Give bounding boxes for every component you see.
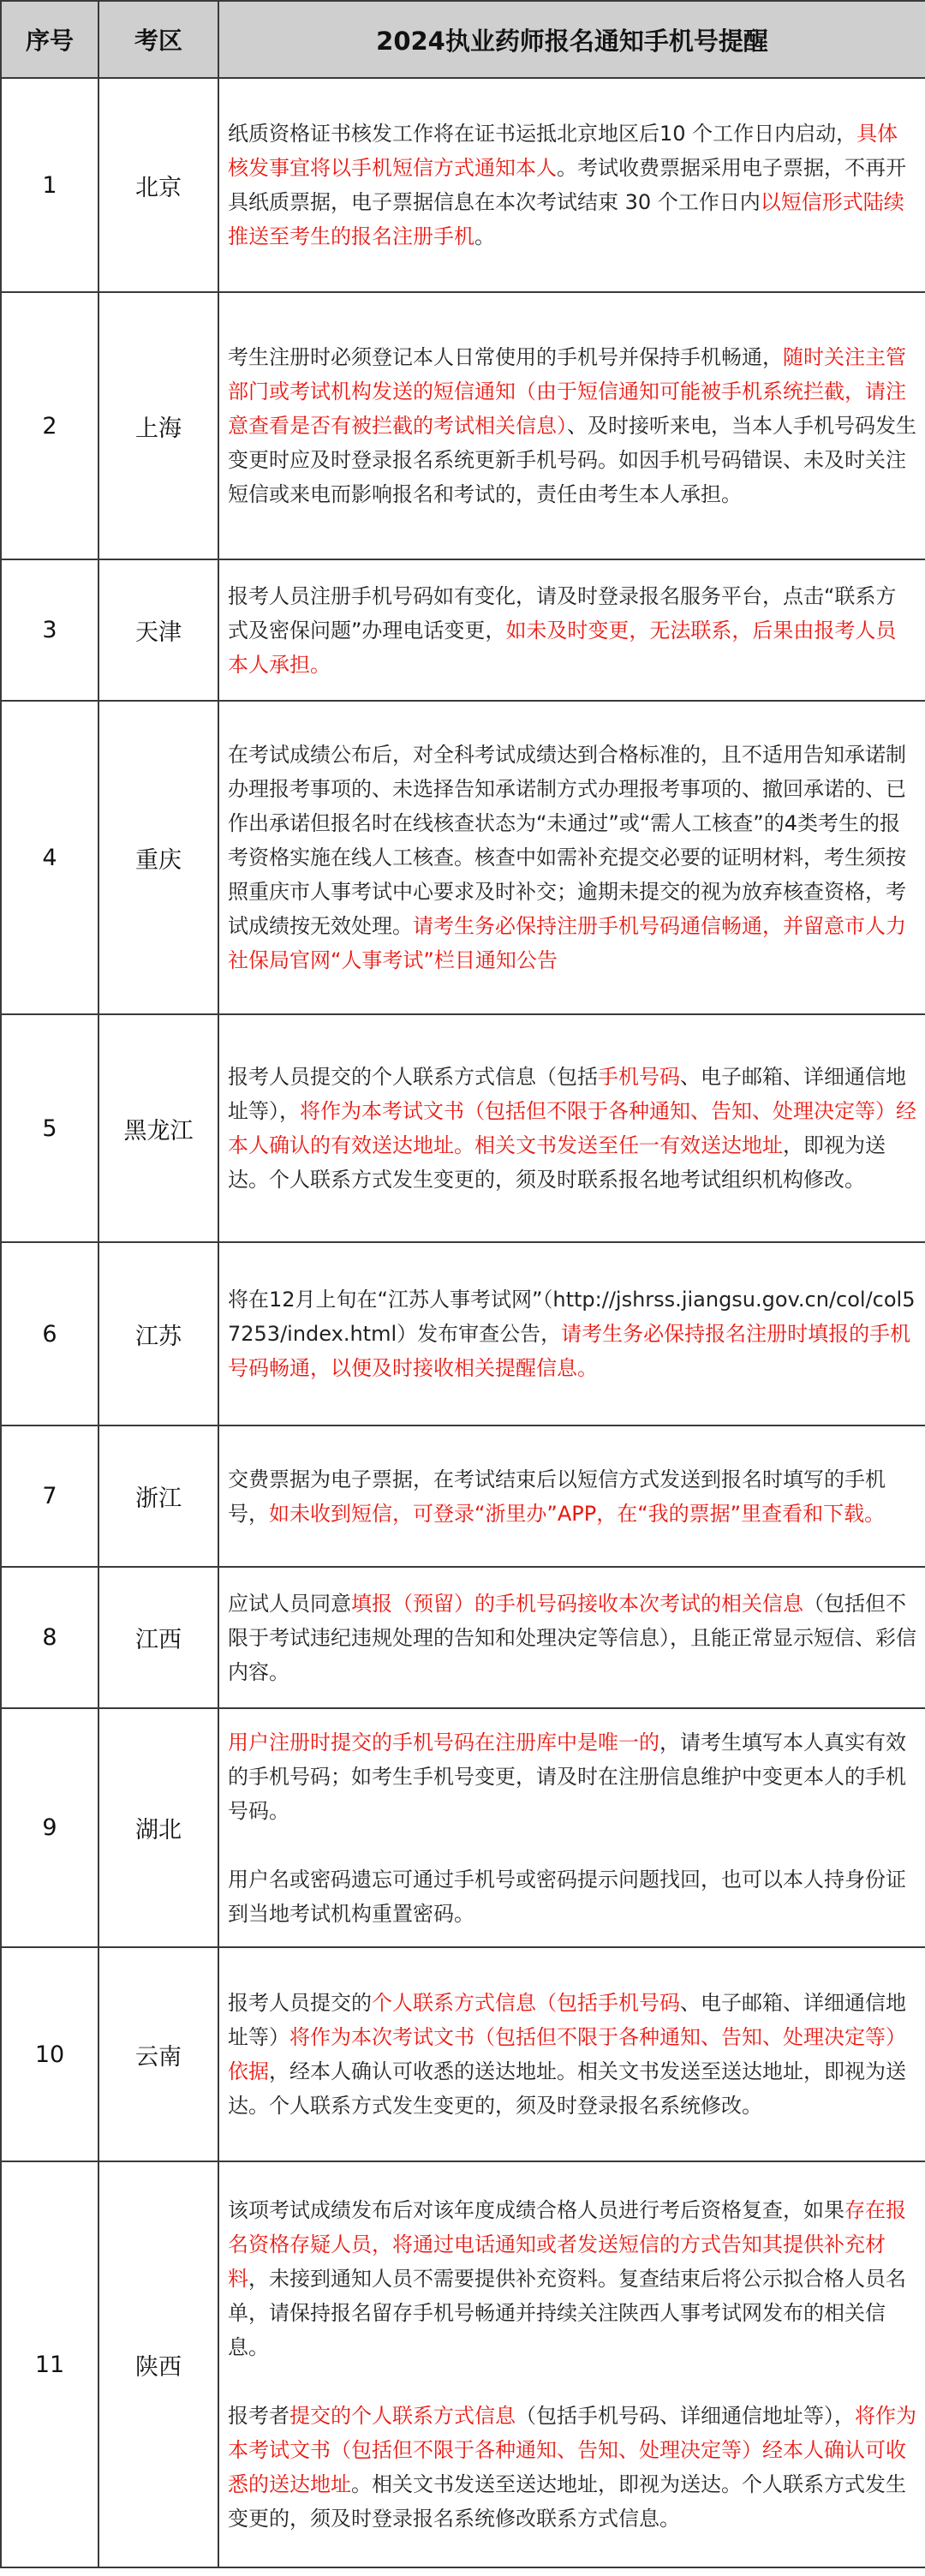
table-row xyxy=(1,1425,925,1567)
notice-paragraph xyxy=(228,340,916,511)
row-region: 陕西 xyxy=(98,2161,218,2567)
notice-paragraph xyxy=(228,1587,916,1689)
row-index: 5 xyxy=(1,1014,98,1242)
row-index: 1 xyxy=(1,78,98,292)
table-row xyxy=(1,1567,925,1708)
header-notice: 2024执业药师报名通知手机号提醒 xyxy=(218,1,925,78)
notice-text: 纸质资格证书核发工作将在证书运抵北京地区后10 个工作日内启动， xyxy=(228,122,857,146)
notice-paragraph xyxy=(228,1986,916,2123)
notice-paragraph xyxy=(228,1462,916,1531)
row-notice-text xyxy=(218,292,925,559)
table-row xyxy=(1,1708,925,1947)
table-row xyxy=(1,701,925,1014)
notice-text: 。 xyxy=(474,224,495,248)
row-index: 4 xyxy=(1,701,98,1014)
notice-text: 该项考试成绩发布后对该年度成绩合格人员进行考后资格复查，如果 xyxy=(228,2198,844,2222)
notice-text: 在考试成绩公布后，对全科考试成绩达到合格标准的，且不适用告知承诺制办理报考事项的、未选择告知承诺制方式办理报考事项的、撤回承诺的、已作出承诺但报名时在线核查状态为“未通过”或“需人工核查”的4类考生的报考资格实施在线人工核查。核查中如需补充提交必要的证明材料，考生须按照重庆市人事考试中心要求及时补交；逾期未提交的视为放弃核查资格，考试成绩按无效处理。 xyxy=(228,743,906,938)
row-notice-text xyxy=(218,1947,925,2161)
row-notice-text xyxy=(218,1014,925,1242)
notice-paragraph xyxy=(228,117,916,254)
row-index: 8 xyxy=(1,1567,98,1708)
notice-text: 交费票据为电子票据，在考试结束后以短信方式发送到报名时填写的手机号， xyxy=(228,1467,886,1526)
notice-text: 、电子邮箱、详细通信地址等） xyxy=(228,1991,906,2049)
notice-text: 用户名或密码遗忘可通过手机号或密码提示问题找回，也可以本人持身份证到当地考试机构重置密码。 xyxy=(228,1867,906,1926)
row-notice-text xyxy=(218,78,925,292)
row-notice-text xyxy=(218,1425,925,1567)
row-notice-text xyxy=(218,559,925,701)
highlighted-text: 将作为本考试文书（包括但不限于各种通知、告知、处理决定等）经本人确认的有效送达地址。相关文书发送至任一有效送达地址 xyxy=(228,1099,916,1157)
notice-paragraph xyxy=(228,738,916,977)
notice-paragraph xyxy=(228,1725,916,1828)
notice-text: 。相关文书发送至送达地址，即视为送达。个人联系方式发生变更的，须及时登录报名系统修改联系方式信息。 xyxy=(228,2472,906,2531)
row-notice-text xyxy=(218,1708,925,1947)
highlighted-text: 个人联系方式信息（包括手机号码 xyxy=(372,1991,680,2015)
row-region: 云南 xyxy=(98,1947,218,2161)
notice-paragraph xyxy=(228,2193,916,2364)
notice-text: 、电子邮箱、详细通信地址等）， xyxy=(228,1065,906,1123)
row-index: 7 xyxy=(1,1425,98,1567)
notice-paragraph xyxy=(228,579,916,682)
row-region: 上海 xyxy=(98,292,218,559)
table-row xyxy=(1,2161,925,2567)
notice-text: 应试人员同意 xyxy=(228,1591,351,1616)
notice-text: ，经本人确认可收悉的送达地址。相关文书发送至送达地址，即视为送达。个人联系方式发生变更的，须及时登录报名系统修改。 xyxy=(228,2059,906,2118)
row-notice-text xyxy=(218,1242,925,1425)
highlighted-text: 请考生务必保持注册手机号码通信畅通，并留意市人力社保局官网“人事考试”栏目通知公告 xyxy=(228,914,906,972)
row-index: 6 xyxy=(1,1242,98,1425)
notice-text: 。考试收费票据采用电子票据，不再开具纸质票据，电子票据信息在本次考试结束 30 个工作日内 xyxy=(228,156,906,214)
table-row xyxy=(1,292,925,559)
notice-text: 报考人员提交的个人联系方式信息（包括 xyxy=(228,1065,598,1089)
table-row xyxy=(1,559,925,701)
notice-text: （包括手机号码、详细通信地址等）， xyxy=(516,2404,855,2428)
table-row xyxy=(1,1947,925,2161)
highlighted-text: 手机号码 xyxy=(598,1065,680,1089)
row-region: 江西 xyxy=(98,1567,218,1708)
notice-text: ，请考生填写本人真实有效的手机号码；如考生手机号变更，请及时在注册信息维护中变更本人的手机号码。 xyxy=(228,1730,906,1823)
table-row xyxy=(1,1242,925,1425)
row-index: 11 xyxy=(1,2161,98,2567)
highlighted-text: 将作为本考试文书（包括但不限于各种通知、告知、处理决定等）经本人确认可收悉的送达地址 xyxy=(228,2404,916,2496)
highlighted-text: 用户注册时提交的手机号码在注册库中是唯一的 xyxy=(228,1730,659,1754)
notice-paragraph xyxy=(228,1862,916,1931)
notice-paragraph xyxy=(228,1060,916,1197)
highlighted-text: 如未及时变更，无法联系，后果由报考人员本人承担。 xyxy=(228,618,897,677)
header-index: 序号 xyxy=(1,1,98,78)
notice-text: 报考者 xyxy=(228,2404,289,2428)
highlighted-text: 将作为本次考试文书（包括但不限于各种通知、告知、处理决定等）依据 xyxy=(228,2025,906,2083)
notice-text: ，即视为送达。个人联系方式发生变更的，须及时联系报名地考试组织机构修改。 xyxy=(228,1133,886,1192)
row-notice-text xyxy=(218,701,925,1014)
row-region: 浙江 xyxy=(98,1425,218,1567)
row-region: 天津 xyxy=(98,559,218,701)
row-notice-text xyxy=(218,2161,925,2567)
notice-paragraph xyxy=(228,1282,916,1385)
row-index: 3 xyxy=(1,559,98,701)
table-header-row xyxy=(1,1,925,78)
row-index: 10 xyxy=(1,1947,98,2161)
notice-text: 考生注册时必须登记本人日常使用的手机号并保持手机畅通， xyxy=(228,345,783,369)
row-index: 2 xyxy=(1,292,98,559)
highlighted-text: 随时关注主管部门或考试机构发送的短信通知（由于短信通知可能被手机系统拦截，请注意查看是否有被拦截的考试相关信息） xyxy=(228,345,906,438)
row-region: 黑龙江 xyxy=(98,1014,218,1242)
highlighted-text: 提交的个人联系方式信息 xyxy=(289,2404,516,2428)
highlighted-text: 存在报名资格存疑人员，将通过电话通知或者发送短信的方式告知其提供补充材料 xyxy=(228,2198,906,2291)
row-region: 北京 xyxy=(98,78,218,292)
notice-text: （包括但不限于考试违纪违规处理的告知和处理决定等信息），且能正常显示短信、彩信内容。 xyxy=(228,1591,916,1684)
notice-text: ，未接到通知人员不需要提供补充资料。复查结束后将公示拟合格人员名单，请保持报名留存手机号畅通并持续关注陕西人事考试网发布的相关信息。 xyxy=(228,2267,906,2359)
table-row xyxy=(1,78,925,292)
notice-text: 、及时接听来电，当本人手机号码发生变更时应及时登录报名系统更新手机号码。如因手机号码错误、未及时关注短信或来电而影响报名和考试的，责任由考生本人承担。 xyxy=(228,414,916,506)
highlighted-text: 以短信形式陆续推送至考生的报名注册手机 xyxy=(228,190,904,248)
row-index: 9 xyxy=(1,1708,98,1947)
notice-text: 将在12月上旬在“江苏人事考试网”（http://jshrss.jiangsu.gov.cn/col/col57253/index.html）发布审查公告， xyxy=(228,1288,916,1346)
row-notice-text xyxy=(218,1567,925,1708)
highlighted-text: 具体核发事宜将以手机短信方式通知本人 xyxy=(228,122,898,180)
header-region: 考区 xyxy=(98,1,218,78)
notice-text: 报考人员注册手机号码如有变化，请及时登录报名服务平台，点击“联系方式及密保问题”办理电话变更， xyxy=(228,583,897,643)
row-region: 重庆 xyxy=(98,701,218,1014)
notice-text: 报考人员提交的 xyxy=(228,1991,372,2015)
table-row xyxy=(1,1014,925,1242)
row-region: 江苏 xyxy=(98,1242,218,1425)
highlighted-text: 如未收到短信，可登录“浙里办”APP，在“我的票据”里查看和下载。 xyxy=(269,1501,886,1526)
highlighted-text: 填报（预留）的手机号码接收本次考试的相关信息 xyxy=(351,1591,803,1616)
notice-paragraph xyxy=(228,2399,916,2536)
row-region: 湖北 xyxy=(98,1708,218,1947)
highlighted-text: 请考生务必保持报名注册时填报的手机号码畅通，以便及时接收相关提醒信息。 xyxy=(228,1322,911,1380)
